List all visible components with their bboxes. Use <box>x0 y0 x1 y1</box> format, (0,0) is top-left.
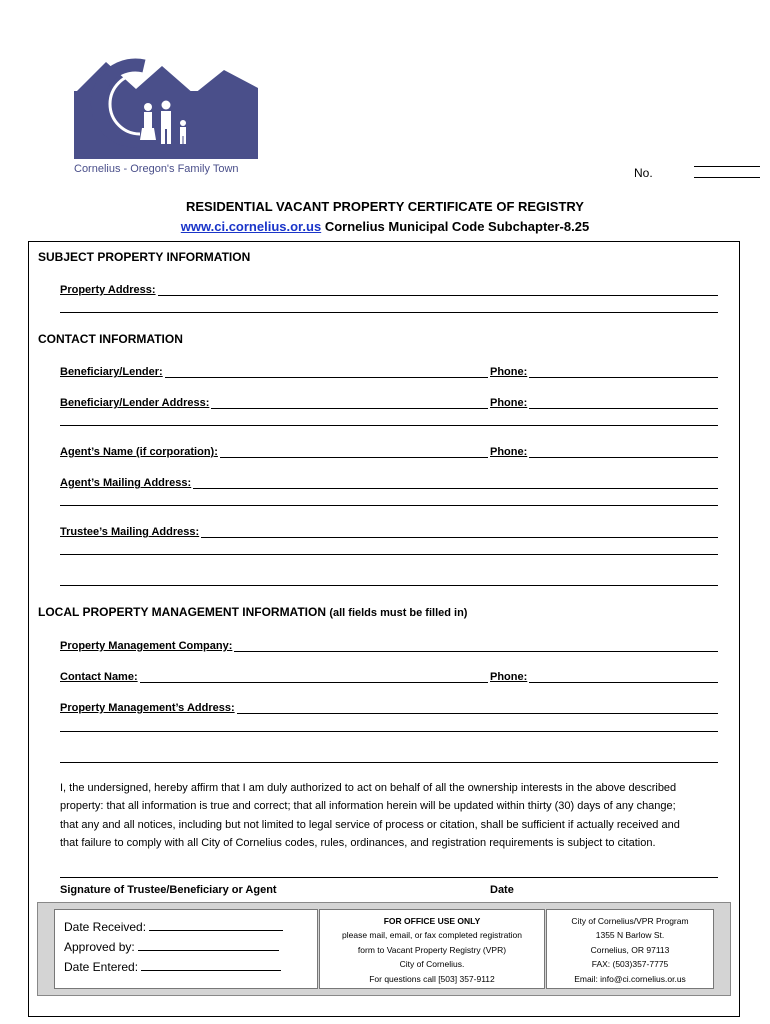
number-field[interactable] <box>694 166 760 178</box>
phone-label: Phone: <box>490 671 528 683</box>
property-address-field[interactable] <box>60 282 718 296</box>
agent-name-label: Agent’s Name (if corporation): <box>60 446 218 458</box>
date-entered-label: Date Entered: <box>64 960 139 974</box>
instruction-line: City of Cornelius. <box>399 959 465 970</box>
phone-label: Phone: <box>490 397 528 409</box>
affirmation-line: that any and all notices, including but not limited to legal service of process or citation, shall be sufficient if actually received and <box>60 818 680 831</box>
agent-phone-field[interactable] <box>490 444 718 458</box>
management-address-label: Property Management’s Address: <box>60 702 235 714</box>
trustee-mailing-line-2[interactable] <box>60 554 718 555</box>
trustee-mailing-label: Trustee’s Mailing Address: <box>60 526 200 538</box>
management-address-line-3[interactable] <box>60 762 718 763</box>
date-received-label: Date Received: <box>64 920 147 934</box>
office-instructions-box <box>319 909 545 989</box>
logo-caption: Cornelius - Oregon's Family Town <box>74 163 239 175</box>
approved-by-row[interactable] <box>64 937 317 957</box>
beneficiary-field[interactable] <box>60 364 488 378</box>
contact-name-field[interactable] <box>60 669 488 683</box>
management-address-field[interactable] <box>60 700 718 714</box>
date-received-row[interactable] <box>64 917 317 937</box>
management-heading-note: (all fields must be filled in) <box>329 607 468 619</box>
agent-mailing-label: Agent’s Mailing Address: <box>60 477 192 489</box>
affirmation-line: property: that all information is true and correct; that all information herein will be updated within thirty (30) days of any change; <box>60 800 676 813</box>
approved-by-label: Approved by: <box>64 940 135 954</box>
website-link[interactable]: www.ci.cornelius.or.us <box>180 219 322 234</box>
beneficiary-label: Beneficiary/Lender: <box>60 366 163 378</box>
phone-label: Phone: <box>490 446 528 458</box>
management-heading-text: LOCAL PROPERTY MANAGEMENT INFORMATION <box>38 605 326 619</box>
instruction-line: form to Vacant Property Registry (VPR) <box>357 944 507 955</box>
beneficiary-address-label: Beneficiary/Lender Address: <box>60 397 210 409</box>
property-address-label: Property Address: <box>60 284 156 296</box>
affirmation-line: I, the undersigned, hereby affirm that I am duly authorized to act on behalf of all the ownership interests in the above described <box>60 782 677 794</box>
affirmation-text <box>60 779 728 853</box>
office-use-panel <box>37 902 731 996</box>
form-border <box>28 241 740 1017</box>
beneficiary-address-phone-field[interactable] <box>490 395 718 409</box>
code-reference: Cornelius Municipal Code Subchapter-8.25 <box>324 219 590 234</box>
trustee-mailing-line-3[interactable] <box>60 585 718 586</box>
city-address: Cornelius, OR 97113 <box>590 944 670 955</box>
beneficiary-address-line-2[interactable] <box>60 425 718 426</box>
number-label: No. <box>634 166 653 180</box>
signature-date-label: Date <box>490 884 514 896</box>
street-address: 1355 N Barlow St. <box>595 930 665 941</box>
page-subtitle <box>0 219 770 234</box>
document-number <box>634 166 653 180</box>
management-heading <box>38 605 467 619</box>
management-address-line-2[interactable] <box>60 731 718 732</box>
program-name: City of Cornelius/VPR Program <box>571 916 689 926</box>
instruction-line: please mail, email, or fax completed registration <box>342 930 522 941</box>
instruction-line: For questions call [503] 357-9112 <box>369 973 495 984</box>
beneficiary-address-field[interactable] <box>60 395 488 409</box>
email-address[interactable]: Email: info@ci.cornelius.or.us <box>574 973 686 984</box>
beneficiary-phone-field[interactable] <box>490 364 718 378</box>
subject-property-heading: SUBJECT PROPERTY INFORMATION <box>38 250 251 264</box>
property-address-line-2[interactable] <box>60 312 718 313</box>
fax-number: FAX: (503)357-7775 <box>591 959 669 970</box>
contact-info-heading: CONTACT INFORMATION <box>38 332 183 346</box>
date-entered-row[interactable] <box>64 957 317 977</box>
phone-label: Phone: <box>490 366 528 378</box>
contact-name-label: Contact Name: <box>60 671 138 683</box>
office-use-heading: FOR OFFICE USE ONLY <box>383 916 481 926</box>
management-company-field[interactable] <box>60 638 718 652</box>
office-entry-box <box>54 909 318 989</box>
office-address-box <box>546 909 714 989</box>
agent-name-field[interactable] <box>60 444 488 458</box>
affirmation-line: that failure to comply with all City of Cornelius codes, rules, ordinances, and registration requirements is subject to citation. <box>60 837 656 850</box>
agent-mailing-line-2[interactable] <box>60 505 718 506</box>
agent-mailing-field[interactable] <box>60 475 718 489</box>
trustee-mailing-field[interactable] <box>60 524 718 538</box>
signature-label: Signature of Trustee/Beneficiary or Agent <box>60 884 277 896</box>
management-company-label: Property Management Company: <box>60 640 233 652</box>
management-phone-field[interactable] <box>490 669 718 683</box>
page-title: RESIDENTIAL VACANT PROPERTY CERTIFICATE OF REGISTRY <box>186 199 584 214</box>
signature-line[interactable] <box>60 877 718 878</box>
